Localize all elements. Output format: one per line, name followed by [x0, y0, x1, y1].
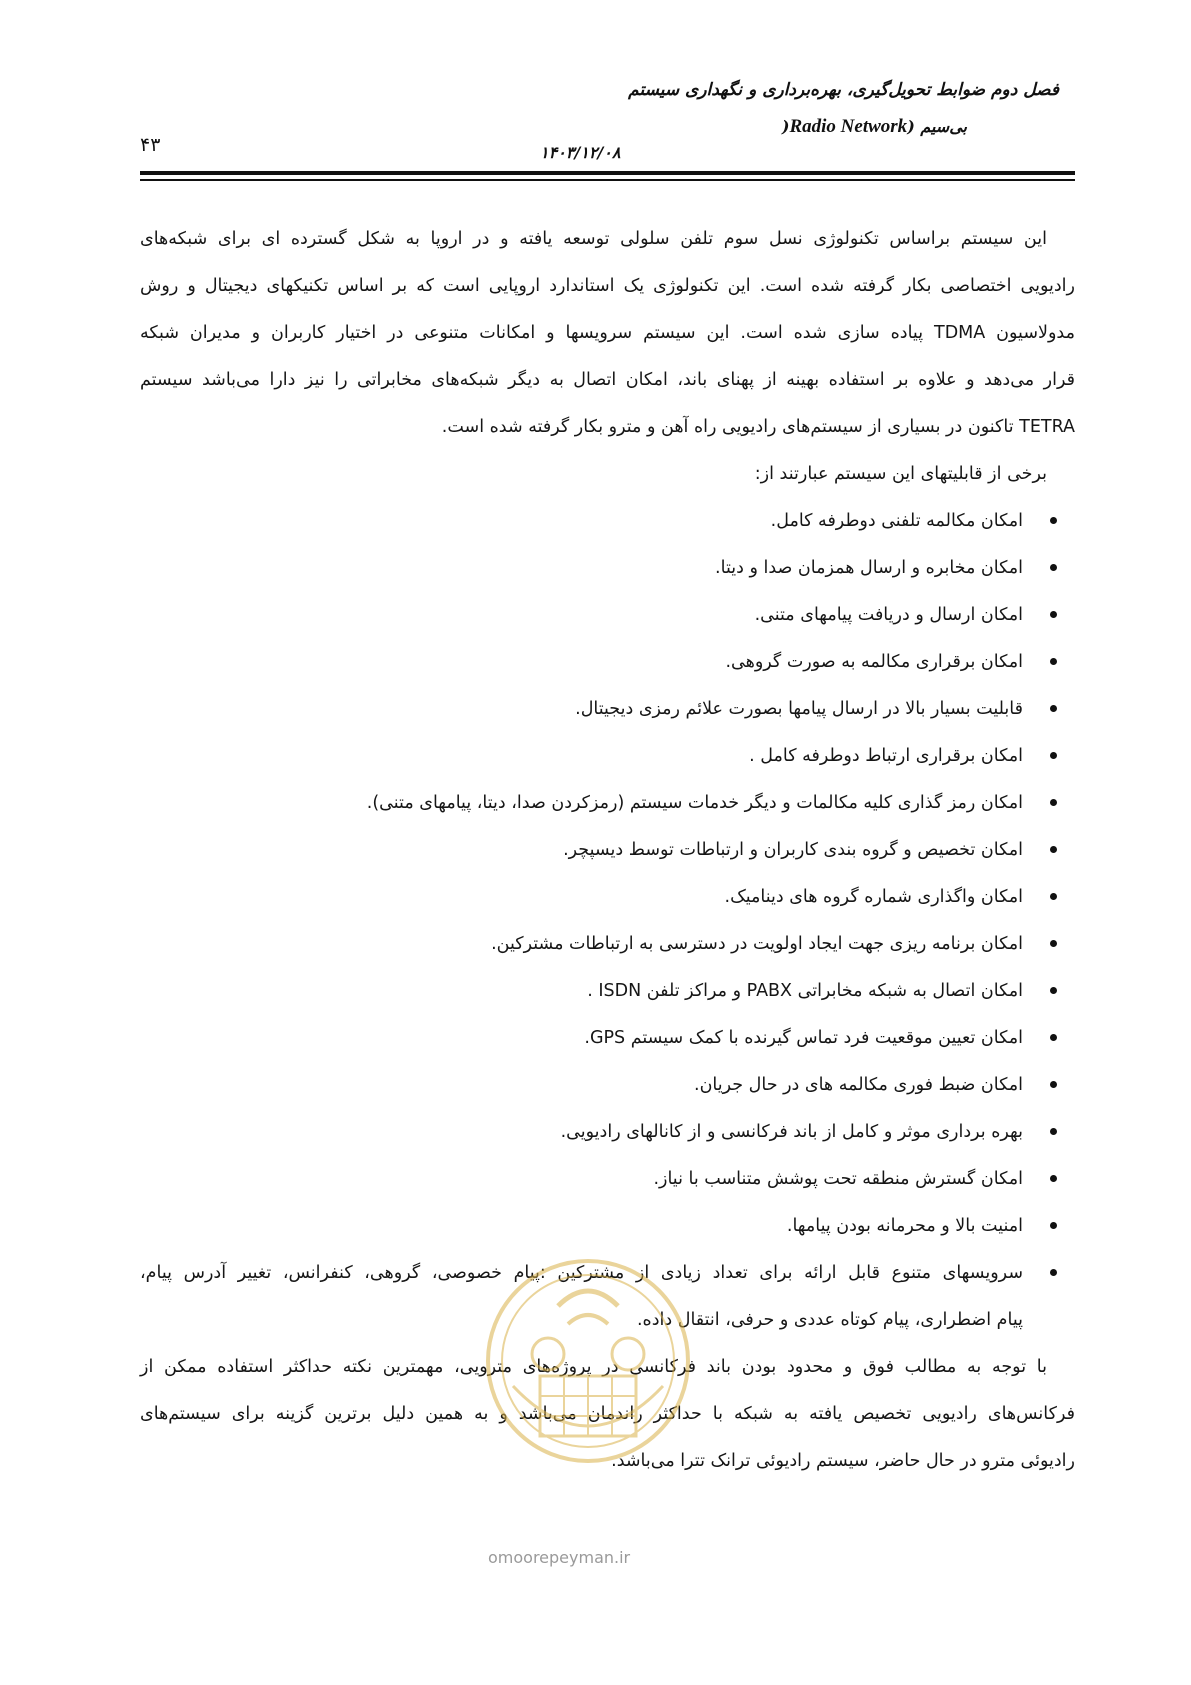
list-item	[140, 921, 1075, 968]
page-number: ۴۳	[140, 134, 161, 156]
list-item-text: امکان مخابره و ارسال همزمان صدا و دیتا.	[715, 558, 1023, 578]
bullet-icon	[1050, 1128, 1057, 1135]
capabilities-intro: برخی از قابلیتهای این سیستم عبارتند از:	[754, 464, 1047, 484]
intro-line: TETRA تاکنون در بسیاری از سیستم‌های رادیویی راه آهن و مترو بکار گرفته شده است.	[441, 417, 1075, 437]
list-item	[140, 1015, 1075, 1062]
bullet-icon	[1050, 799, 1057, 806]
list-item	[140, 1062, 1075, 1109]
subtitle-fa: بی‌سیم (	[907, 117, 967, 136]
intro-line: قرار می‌دهد و علاوه بر استفاده بهینه از پهنای باند، امکان اتصال به دیگر شبکه‌های مخابراتی را نیز دارا می‌باشد سیستم	[140, 370, 1075, 390]
bullet-icon	[1050, 1269, 1057, 1276]
intro-line: این سیستم براساس تکنولوژی نسل سوم تلفن سلولی توسعه یافته و در اروپا به شکل گسترده ای برای شبکه‌های	[140, 229, 1047, 249]
bullet-icon	[1050, 940, 1057, 947]
list-item	[140, 1109, 1075, 1156]
list-item	[140, 592, 1075, 639]
list-item-text: امکان ارسال و دریافت پیامهای متنی.	[754, 605, 1023, 625]
list-item	[140, 1156, 1075, 1203]
list-item-text: امکان برنامه ریزی جهت ایجاد اولویت در دسترسی به ارتباطات مشترکین.	[491, 934, 1023, 954]
list-item-text: امکان ضبط فوری مکالمه های در حال جریان.	[694, 1075, 1023, 1095]
bullet-icon	[1050, 611, 1057, 618]
list-item-text: بهره برداری موثر و کامل از باند فرکانسی و از کانالهای رادیویی.	[560, 1122, 1023, 1142]
bullet-icon	[1050, 752, 1057, 759]
list-item	[140, 968, 1075, 1015]
list-item	[140, 686, 1075, 733]
subtitle-en: Radio Network	[789, 116, 908, 137]
list-item-text: امکان برقراری مکالمه به صورت گروهی.	[725, 652, 1023, 672]
conclusion-line: فرکانس‌های رادیویی تخصیص یافته به شبکه با حداکثر راندمان می‌باشد و به همین دلیل برترین گزینه برای سیستم‌های	[140, 1404, 1075, 1424]
list-item	[140, 780, 1075, 827]
list-item-text: امکان گسترش منطقه تحت پوشش متناسب با نیاز.	[653, 1169, 1023, 1189]
list-item-text: امکان برقراری ارتباط دوطرفه کامل .	[749, 746, 1023, 766]
watermark-text: omoorepeyman.ir	[488, 1548, 631, 1567]
bullet-icon	[1050, 517, 1057, 524]
list-item-text: امکان رمز گذاری کلیه مکالمات و دیگر خدمات سیستم (رمزکردن صدا، دیتا، پیامهای متنی).	[366, 793, 1023, 813]
header-rule-thick	[140, 171, 1075, 175]
bullet-icon	[1050, 1175, 1057, 1182]
list-item	[140, 827, 1075, 874]
conclusion-line: با توجه به مطالب فوق و محدود بودن باند فرکانسی در پروژه‌های مترویی، مهمترین نکته حداکثر استفاده ممکن از	[140, 1357, 1047, 1377]
list-item-text: امکان تعیین موقعیت فرد تماس گیرنده با کمک سیستم GPS.	[584, 1028, 1023, 1048]
body-text	[140, 216, 1075, 1485]
bullet-icon	[1050, 658, 1057, 665]
list-item	[140, 545, 1075, 592]
chapter-title: فصل دوم ضوابط تحویل‌گیری، بهره‌برداری و نگهداری سیستم	[628, 80, 1059, 100]
list-item-text: قابلیت بسیار بالا در ارسال پیامها بصورت علائم رمزی دیجیتال.	[575, 699, 1023, 719]
list-item-text: سرویسهای متنوع قابل ارائه برای تعداد زیادی از مشترکین :پیام خصوصی، گروهی، کنفرانس، تغییر آدرس پیام،	[140, 1263, 1023, 1283]
intro-line: مدولاسیون TDMA پیاده سازی شده است. این سیستم سرویسها و امکانات متنوعی در اختیار کاربران و مدیران شبکه	[140, 323, 1075, 343]
bullet-icon	[1050, 564, 1057, 571]
list-item	[140, 1250, 1075, 1297]
list-item	[140, 498, 1075, 545]
bullet-icon	[1050, 893, 1057, 900]
bullet-icon	[1050, 1081, 1057, 1088]
intro-line: رادیویی اختصاصی بکار گرفته شده است. این تکنولوژی یک استاندارد اروپایی است که بر اساس تکنیکهای دیجیتال و روش	[140, 276, 1075, 296]
bullet-icon	[1050, 1222, 1057, 1229]
chapter-subtitle	[782, 116, 967, 138]
header-rule-thin	[140, 179, 1075, 181]
list-item-text: امکان واگذاری شماره گروه های دینامیک.	[724, 887, 1023, 907]
bullet-icon	[1050, 705, 1057, 712]
list-item	[140, 1203, 1075, 1250]
list-item	[140, 639, 1075, 686]
bullet-icon	[1050, 1034, 1057, 1041]
list-item-text: امکان مکالمه تلفنی دوطرفه کامل.	[770, 511, 1023, 531]
list-item	[140, 874, 1075, 921]
bullet-icon	[1050, 987, 1057, 994]
list-item-text: امکان اتصال به شبکه مخابراتی PABX و مراکز تلفن ISDN .	[587, 981, 1023, 1001]
list-item-text: امنیت بالا و محرمانه بودن پیامها.	[786, 1216, 1023, 1236]
list-item-continuation: پیام اضطراری، پیام کوتاه عددی و حرفی، انتقال داده.	[636, 1310, 1023, 1330]
header-date: ۱۴۰۳/۱۲/۰۸	[540, 143, 621, 162]
conclusion-line: رادیوئی مترو در حال حاضر، سیستم رادیوئی ترانک تترا می‌باشد.	[611, 1451, 1075, 1471]
subtitle-close: (	[781, 117, 790, 136]
bullet-icon	[1050, 846, 1057, 853]
list-item-text: امکان تخصیص و گروه بندی کاربران و ارتباطات توسط دیسپچر.	[563, 840, 1023, 860]
list-item	[140, 733, 1075, 780]
